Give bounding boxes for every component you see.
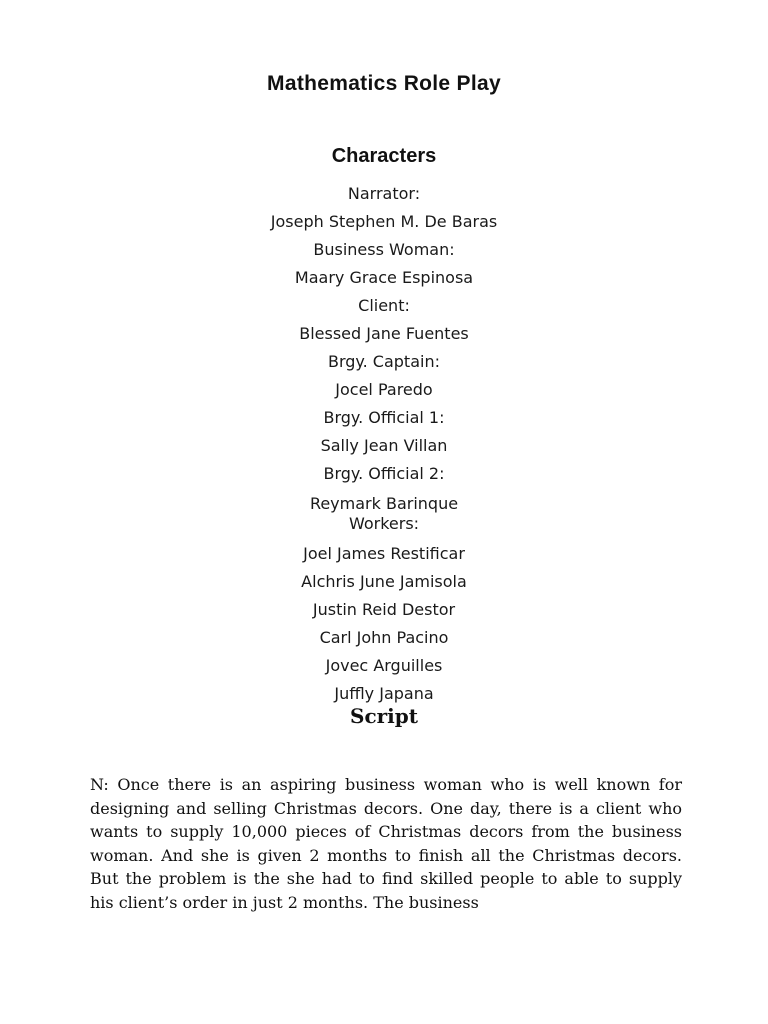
character-line: Client: bbox=[358, 296, 410, 315]
character-line: Brgy. Official 2: bbox=[323, 464, 445, 483]
script-paragraph: N: Once there is an aspiring business woman who is well known for designing and selling Christmas decors. One day, there is a client who wants to supply 10,000 pieces of Christmas decors from the business woman. And she is given 2 months to finish all the Christmas decors. But the problem is the she had to find skilled people to able to supply his client’s order in just 2 months. The business bbox=[90, 775, 682, 912]
characters-heading: Characters bbox=[331, 145, 437, 167]
script-heading: Script bbox=[350, 704, 418, 728]
character-line: Sally Jean Villan bbox=[320, 436, 448, 455]
character-line: Alchris June Jamisola bbox=[301, 572, 467, 591]
character-line: Justin Reid Destor bbox=[312, 600, 456, 619]
character-line: Workers: bbox=[348, 514, 420, 533]
character-line: Blessed Jane Fuentes bbox=[299, 324, 469, 343]
character-line: Joseph Stephen M. De Baras bbox=[270, 212, 498, 231]
character-line: Reymark Barinque bbox=[309, 494, 459, 513]
characters-list bbox=[0, 180, 768, 708]
character-line: Brgy. Official 1: bbox=[323, 408, 445, 427]
character-line: Brgy. Captain: bbox=[328, 352, 440, 371]
document-title: Mathematics Role Play bbox=[267, 72, 501, 95]
character-line: Jovec Arguilles bbox=[325, 656, 443, 675]
character-line: Carl John Pacino bbox=[319, 628, 449, 647]
character-line: Juffly Japana bbox=[334, 684, 434, 703]
character-line: Business Woman: bbox=[313, 240, 455, 259]
character-line: Jocel Paredo bbox=[335, 380, 433, 399]
character-line: Joel James Restificar bbox=[303, 544, 465, 563]
character-line: Maary Grace Espinosa bbox=[294, 268, 474, 287]
character-line: Narrator: bbox=[347, 184, 421, 203]
